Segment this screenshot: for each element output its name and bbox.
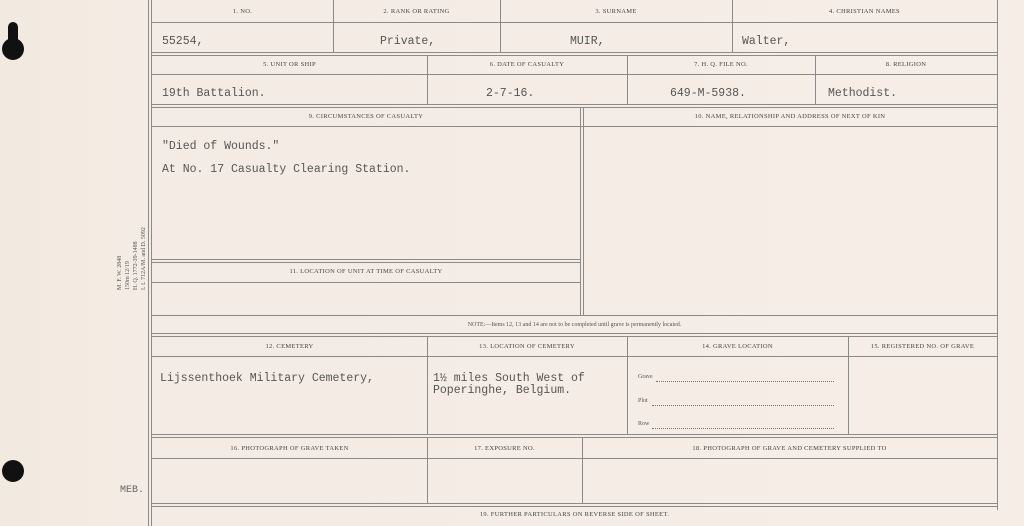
header-next-of-kin: 10. NAME, RELATIONSHIP AND ADDRESS OF NEXT OF KIN	[694, 113, 886, 120]
note-top-rule	[152, 315, 997, 316]
date-value: 2-7-16.	[486, 87, 535, 100]
header-location-cemetery: 13. LOCATION OF CEMETERY	[479, 343, 575, 350]
header-exposure: 17. EXPOSURE NO.	[474, 445, 535, 452]
service-number: 55254,	[162, 35, 204, 48]
form-code-line-4: I. I. 712A/M. and D. 5092	[141, 227, 147, 290]
header-circumstances: 9. CIRCUMSTANCES OF CASUALTY	[308, 113, 424, 120]
row-label: Row	[638, 421, 650, 427]
header-registered-no: 15. REGISTERED NO. OF GRAVE	[870, 343, 975, 350]
header-cemetery: 12. CEMETERY	[265, 343, 314, 350]
row2-bottom-rule	[152, 104, 997, 108]
header-date: 6. DATE OF CASUALTY	[489, 61, 565, 68]
punch-hole-top	[2, 38, 24, 60]
header-christian-names: 4. CHRISTIAN NAMES	[829, 8, 900, 15]
header-no: 1. NO.	[232, 8, 253, 15]
row1-header-rule	[152, 22, 997, 23]
row3-header-rule	[152, 126, 997, 127]
row1-bottom-rule	[152, 52, 997, 56]
row5-top-rule	[152, 434, 997, 438]
surname-value: MUIR,	[570, 35, 605, 48]
row11-header-rule	[152, 282, 580, 283]
header-rank: 2. RANK OR RATING	[383, 8, 450, 15]
row4-divider-1	[427, 336, 428, 434]
hq-file-value: 649-M-5938.	[670, 87, 746, 100]
footer-further-particulars: 19. FURTHER PARTICULARS ON REVERSE SIDE OF SHEET.	[479, 511, 670, 518]
row5-header-rule	[152, 458, 997, 459]
row3-divider	[580, 107, 581, 315]
punch-hole-bottom	[2, 460, 24, 482]
grave-dotted-line	[656, 381, 834, 382]
header-surname: 3. SURNAME	[595, 8, 637, 15]
punch-hole-tab	[8, 22, 18, 40]
row4-header-rule	[152, 356, 997, 357]
row4-divider-3	[848, 336, 849, 434]
circumstances-line-2: At No. 17 Casualty Clearing Station.	[162, 163, 411, 176]
form-code-line-2: 150m 12/19	[125, 261, 131, 290]
header-grave-location: 14. GRAVE LOCATION	[702, 343, 773, 350]
row4-divider-2	[627, 336, 628, 434]
right-border	[997, 0, 998, 510]
cemetery-location-line-1: 1½ miles South West of	[433, 372, 585, 385]
christian-names-value: Walter,	[742, 35, 791, 48]
form-code-line-3: H. Q. 1772-39-1488	[133, 241, 139, 290]
footer-top-rule	[152, 503, 997, 507]
row11-top-rule	[152, 259, 580, 263]
row-dotted-line	[652, 428, 834, 429]
header-unit: 5. UNIT OR SHIP	[263, 61, 316, 68]
form-reference-code	[116, 227, 148, 290]
header-religion: 8. RELIGION	[885, 61, 927, 68]
row2-header-rule	[152, 74, 997, 75]
plot-dotted-line	[652, 405, 834, 406]
note-text: NOTE:—Items 12, 13 and 14 are not to be completed until grave is permanently located.	[467, 322, 682, 328]
form-code-line-1: M. F. W. 2848	[117, 255, 123, 290]
circumstances-line-1: "Died of Wounds."	[162, 140, 280, 153]
note-bottom-rule	[152, 333, 997, 337]
cemetery-location-line-2: Poperinghe, Belgium.	[433, 384, 572, 397]
header-location-unit: 11. LOCATION OF UNIT AT TIME OF CASUALTY	[289, 268, 443, 275]
plot-label: Plot	[638, 398, 648, 404]
header-photo-taken: 16. PHOTOGRAPH OF GRAVE TAKEN	[230, 445, 349, 452]
rank-value: Private,	[380, 35, 436, 48]
left-border	[148, 0, 149, 526]
header-photo-supplied: 18. PHOTOGRAPH OF GRAVE AND CEMETERY SUPPLIED TO	[692, 445, 887, 452]
grave-label: Grave	[638, 374, 653, 380]
row3-divider-inner	[583, 107, 584, 315]
header-hq-file: 7. H. Q. FILE NO.	[694, 61, 748, 68]
religion-value: Methodist.	[828, 87, 898, 100]
unit-value: 19th Battalion.	[162, 87, 266, 100]
clerk-initials: MEB.	[120, 485, 145, 496]
cemetery-value: Lijssenthoek Military Cemetery,	[160, 372, 374, 385]
